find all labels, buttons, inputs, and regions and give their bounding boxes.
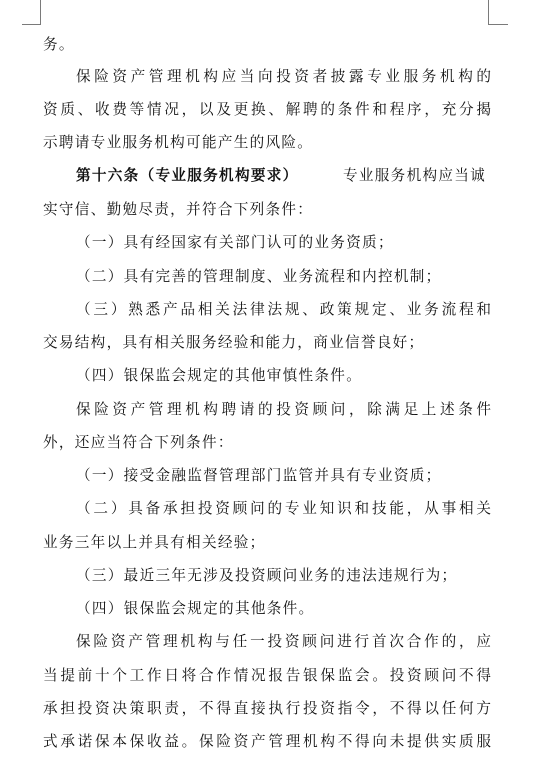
text-line: 当提前十个工作日将合作情况报告银保监会。投资顾问不得 [43, 667, 491, 684]
list-item: （四）银保监会规定的其他条件。 [76, 600, 315, 617]
text-line: 专业服务机构应当诚 [343, 167, 487, 184]
text-line: 承担投资决策职责，不得直接执行投资指令，不得以任何方 [43, 700, 491, 717]
text-line: 示聘请专业服务机构可能产生的风险。 [43, 134, 314, 151]
text-line: 业务三年以上并具有相关经验； [43, 534, 266, 551]
article-heading: 第十六条（专业服务机构要求） [76, 167, 299, 184]
text-line: 资质、收费等情况，以及更换、解聘的条件和程序，充分揭 [43, 101, 491, 118]
list-item: （四）银保监会规定的其他审慎性条件。 [76, 367, 363, 384]
list-item: （三）熟悉产品相关法律法规、政策规定、业务流程和 [76, 301, 491, 318]
text-line: 保险资产管理机构聘请的投资顾问，除满足上述条件 [76, 401, 491, 418]
list-item: （三）最近三年无涉及投资顾问业务的违法违规行为； [76, 567, 458, 584]
text-line: 交易结构，具有相关服务经验和能力，商业信誉良好； [43, 334, 425, 351]
text-line: 务。 [43, 36, 75, 53]
text-line: 实守信、勤勉尽责，并符合下列条件： [43, 201, 314, 218]
text-line: 保险资产管理机构与任一投资顾问进行首次合作的，应 [76, 633, 491, 650]
list-item: （二）具有完善的管理制度、业务流程和内控机制； [76, 268, 442, 285]
list-item: （一）接受金融监督管理部门监管并具有专业资质； [76, 467, 442, 484]
text-line: 保险资产管理机构应当向投资者披露专业服务机构的 [76, 68, 491, 85]
text-line: 式承诺保本保收益。保险资产管理机构不得向未提供实质服 [43, 733, 491, 750]
list-item: （一）具有经国家有关部门认可的业务资质； [76, 234, 394, 251]
text-line: 外，还应当符合下列条件： [43, 434, 234, 451]
list-item: （二）具备承担投资顾问的专业知识和技能，从事相关 [76, 500, 491, 517]
